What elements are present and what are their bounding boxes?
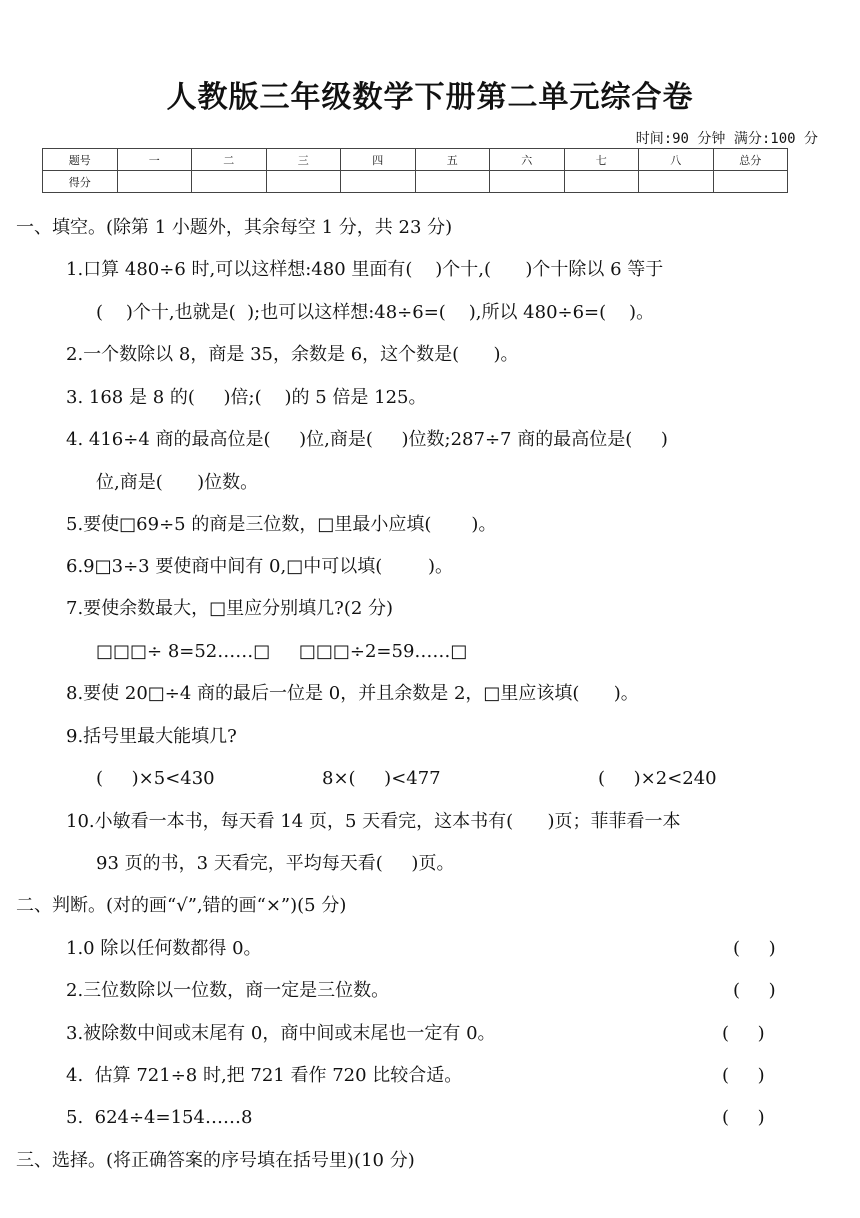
score-table-header-row	[43, 149, 788, 171]
score-header-cell: 三	[266, 149, 341, 171]
question-9-part-b: 8×( )<477	[322, 768, 441, 789]
score-header-cell: 五	[415, 149, 490, 171]
score-cell[interactable]	[192, 171, 267, 193]
question-4-continued: 位,商是( )位数。	[96, 472, 259, 493]
score-header-cell: 一	[117, 149, 192, 171]
question-9: 9.括号里最大能填几?	[66, 726, 237, 747]
score-header-cell: 六	[490, 149, 565, 171]
score-cell[interactable]	[564, 171, 639, 193]
score-cell[interactable]	[415, 171, 490, 193]
score-row-label: 得分	[43, 171, 118, 193]
exam-meta: 时间:90 分钟 满分:100 分	[635, 131, 818, 147]
question-10-continued: 93 页的书，3 天看完，平均每天看( )页。	[96, 853, 455, 874]
score-header-cell: 总分	[713, 149, 788, 171]
answer-bracket[interactable]: ( )	[722, 1065, 765, 1086]
question-8: 8.要使 20□÷4 商的最后一位是 0，并且余数是 2，□里应该填( )。	[66, 683, 639, 704]
score-cell[interactable]	[266, 171, 341, 193]
section-heading-choice: 三、选择。(将正确答案的序号填在括号里)(10 分)	[16, 1150, 415, 1171]
score-cell[interactable]	[490, 171, 565, 193]
score-table-score-row	[43, 171, 788, 193]
question-6: 6.9□3÷3 要使商中间有 0,□中可以填( )。	[66, 556, 454, 577]
score-header-cell: 八	[639, 149, 714, 171]
score-table	[42, 148, 788, 193]
score-cell[interactable]	[713, 171, 788, 193]
question-9-part-c: ( )×2<240	[598, 768, 717, 789]
judge-item: 1.0 除以任何数都得 0。	[66, 938, 262, 959]
section-heading-fill: 一、填空。(除第 1 小题外，其余每空 1 分，共 23 分)	[16, 217, 453, 238]
score-cell[interactable]	[341, 171, 416, 193]
score-header-cell: 二	[192, 149, 267, 171]
question-1: 1.口算 480÷6 时,可以这样想:480 里面有( )个十,( )个十除以 6 等于	[66, 259, 664, 280]
question-9-part-a: ( )×5<430	[96, 768, 215, 789]
section-heading-judge: 二、判断。(对的画“√”,错的画“×”)(5 分)	[16, 895, 347, 916]
judge-item: 2.三位数除以一位数，商一定是三位数。	[66, 980, 390, 1001]
answer-bracket[interactable]: ( )	[733, 980, 776, 1001]
score-cell[interactable]	[117, 171, 192, 193]
score-header-cell: 题号	[43, 149, 118, 171]
score-cell[interactable]	[639, 171, 714, 193]
page-title: 人教版三年级数学下册第二单元综合卷	[166, 80, 694, 115]
question-5: 5.要使□69÷5 的商是三位数，□里最小应填( )。	[66, 514, 497, 535]
answer-bracket[interactable]: ( )	[733, 938, 776, 959]
question-4: 4. 416÷4 商的最高位是( )位,商是( )位数;287÷7 商的最高位是( )	[66, 429, 668, 450]
question-7-equations: □□□÷ 8=52……□ □□□÷2=59……□	[96, 641, 468, 662]
answer-bracket[interactable]: ( )	[722, 1107, 765, 1128]
score-header-cell: 七	[564, 149, 639, 171]
score-header-cell: 四	[341, 149, 416, 171]
judge-item: 3.被除数中间或末尾有 0，商中间或末尾也一定有 0。	[66, 1023, 496, 1044]
judge-item: 5. 624÷4=154……8	[66, 1107, 253, 1128]
answer-bracket[interactable]: ( )	[722, 1023, 765, 1044]
question-10: 10.小敏看一本书，每天看 14 页，5 天看完，这本书有( )页；菲菲看一本	[66, 811, 681, 832]
judge-item: 4. 估算 721÷8 时,把 721 看作 720 比较合适。	[66, 1065, 463, 1086]
question-1-continued: ( )个十,也就是( );也可以这样想:48÷6=( ),所以 480÷6=( )。	[96, 302, 655, 323]
question-7: 7.要使余数最大，□里应分别填几?(2 分)	[66, 598, 394, 619]
question-3: 3. 168 是 8 的( )倍;( )的 5 倍是 125。	[66, 387, 427, 408]
question-2: 2.一个数除以 8，商是 35，余数是 6，这个数是( )。	[66, 344, 519, 365]
